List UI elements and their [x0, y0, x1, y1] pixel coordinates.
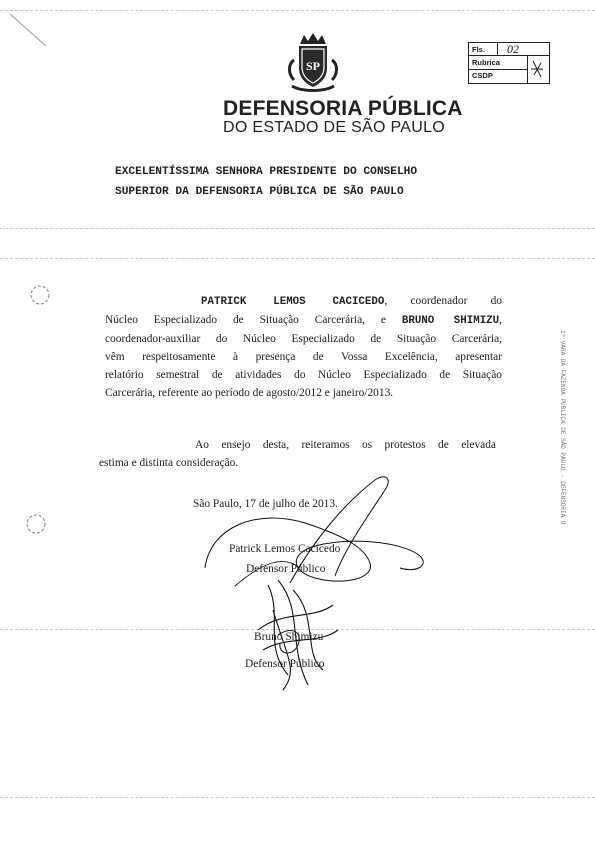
- body-paragraph-2: [99, 436, 496, 472]
- scan-corner-mark: [8, 12, 48, 48]
- page-stamp: [468, 42, 550, 84]
- stamp-org-label: CSDP: [472, 71, 493, 80]
- scan-line-2: [0, 258, 595, 259]
- org-subtitle: DO ESTADO DE SÃO PAULO: [223, 119, 446, 136]
- body-p1-line-3: coordenador-auxiliar do Núcleo Especializado de Situação Carcerária,: [105, 333, 502, 345]
- body-p1-line-1: PATRICK LEMOS CACICEDO, coordenador do: [201, 295, 502, 308]
- addressee-line-2: SUPERIOR DA DEFENSORIA PÚBLICA DE SÃO PAULO: [115, 186, 404, 198]
- signer1-name-inline: PATRICK LEMOS CACICEDO: [201, 296, 385, 308]
- punch-hole-bottom: [24, 512, 48, 536]
- org-name: DEFENSORIA PÚBLICA: [223, 97, 463, 120]
- scan-line-top: [0, 10, 595, 11]
- addressee-block: [115, 162, 417, 202]
- stamp-rubrica-label: Rubrica: [472, 58, 500, 67]
- body-paragraph-1: [105, 292, 502, 402]
- body-p1-line-2: Núcleo Especializado de Situação Carcerária, e BRUNO SHIMIZU,: [105, 314, 503, 327]
- signer2-title: Defensor Público: [245, 658, 325, 670]
- margin-protocol-note: 1ª VARA DA FAZENDA PÚBLICA DE SÃO PAULO - DEFENSORIA 9: [559, 330, 566, 525]
- body-p2-line-2: estima e distinta consideração.: [99, 457, 239, 469]
- signer2-name: Bruno Shimizu: [254, 631, 324, 643]
- stamp-fls-value: 02: [507, 42, 519, 56]
- signature-2: [248, 575, 348, 695]
- scan-line-1: [0, 228, 595, 229]
- place-date: São Paulo, 17 de julho de 2013.: [193, 498, 338, 510]
- body-p1-line-5: relatório semestral de atividades do Núcleo Especializado de Situação: [105, 369, 502, 381]
- body-p1-line-6: Carcerária, referente ao período de agosto/2012 e janeiro/2013.: [105, 387, 394, 399]
- addressee-line-1: EXCELENTÍSSIMA SENHORA PRESIDENTE DO CONSELHO: [115, 166, 418, 178]
- svg-text:SP: SP: [305, 59, 321, 73]
- coat-of-arms-icon: [286, 30, 340, 94]
- scan-line-4: [0, 797, 595, 798]
- body-p1-line-4: vêm respeitosamente à presença de Vossa Excelência, apresentar: [105, 351, 502, 363]
- body-p2-line-1: Ao ensejo desta, reiteramos os protestos de elevada: [195, 439, 496, 451]
- stamp-fls-label: Fls.: [472, 45, 485, 54]
- stamp-initials-mark: [529, 57, 547, 81]
- signer1-title: Defensor Público: [246, 563, 326, 575]
- punch-hole-top: [28, 283, 52, 307]
- signer2-name-inline: BRUNO SHIMIZU: [401, 315, 500, 327]
- signer1-name: Patrick Lemos Cacicedo: [229, 543, 341, 555]
